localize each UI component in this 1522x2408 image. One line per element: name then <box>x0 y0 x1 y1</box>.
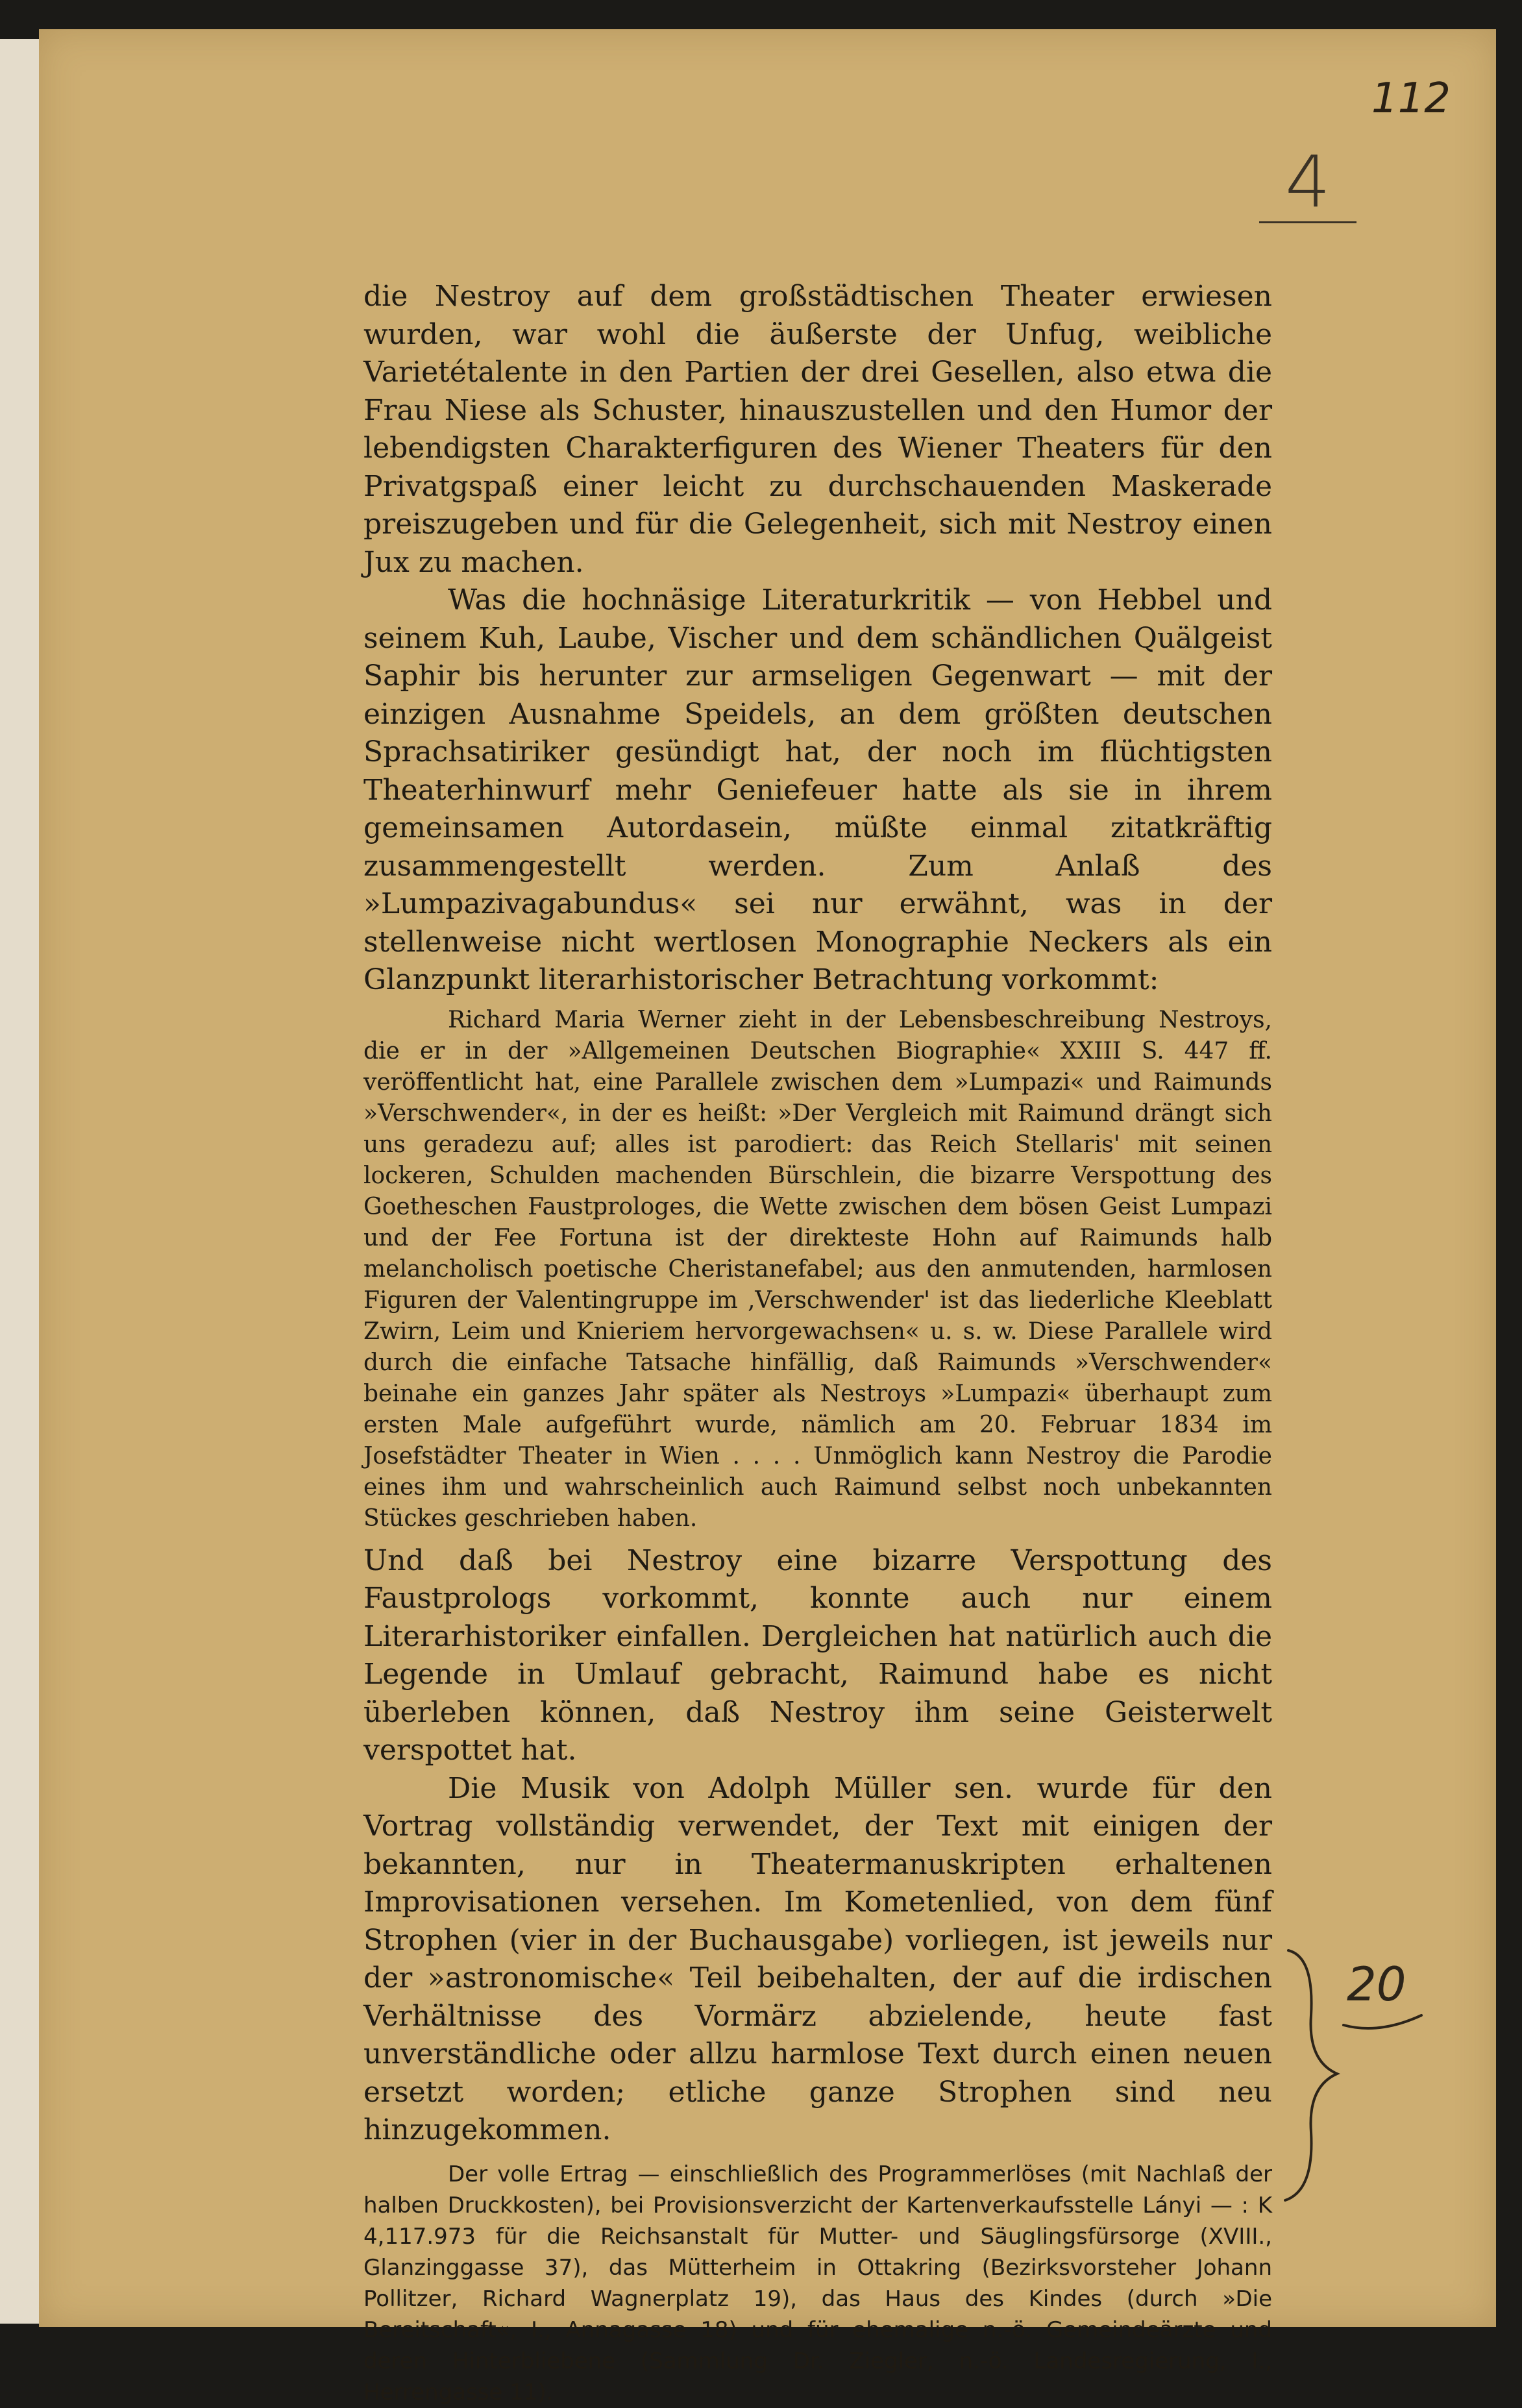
paragraph-2: Was die hochnäsige Literaturkritik — von Hebbel und seinem Kuh, Laube, Vischer und dem schändlichen Quälgeist Saphir bis herunter zur armseligen Gegenwart — mit der einzigen Ausnahme Speidels, an dem größten deutschen Sprachsatiriker gesündigt hat, der noch im flüchtigsten Theaterhinwurf mehr Geniefeuer hatte als sie in ihrem gemeinsamen Autordasein, müßte einmal zitatkräftig zusammengestellt werden. Zum Anlaß des »Lumpazivagabundus« sei nur erwähnt, was in der stellenweise nicht wertlosen Monographie Neckers als ein Glanzpunkt literarhistorischer Betrachtung vorkommt: <box>363 584 1272 996</box>
text-body <box>363 278 1272 2408</box>
quoted-passage: Richard Maria Werner zieht in der Lebensbeschreibung Nestroys, die er in der »Allgemeinen Deutschen Biographie« XXIII S. 447 ff. veröffentlicht hat, eine Parallele zwischen dem »Lumpazi« und Raimunds »Verschwender«, in der es heißt: »Der Vergleich mit Raimund drängt sich uns geradezu auf; alles ist parodiert: das Reich Stellaris' mit seinen lockeren, Schulden machenden Bürschlein, die bizarre Verspottung des Goetheschen Faustprologes, die Wette zwischen dem bösen Geist Lumpazi und der Fee Fortuna ist der direkteste Hohn auf Raimunds halb melancholisch poetische Cheristanefabel; aus den anmutenden, harmlosen Figuren der Valentingruppe im ‚Verschwender' ist das liederliche Kleeblatt Zwirn, Leim und Knieriem hervorgewachsen« u. s. w. Diese Parallele wird durch die einfache Tatsache hinfällig, daß Raimunds »Verschwender« beinahe ein ganzes Jahr später als Nestroys »Lumpazi« überhaupt zum ersten Male aufgeführt wurde, nämlich am 20. Februar 1834 im Josefstädter Theater in Wien . . . . Unmöglich kann Nestroy die Parodie eines ihm und wahrscheinlich auch Raimund selbst noch unbekannten Stückes geschrieben haben. <box>363 1006 1272 1532</box>
footnote: Der volle Ertrag — einschließlich des Programmerlöses (mit Nachlaß der halben Druckkosten), bei Provisionsverzicht der Kartenverkaufsstelle Lányi — : K 4,117.973 für die Reichsanstalt für Mutter- und Säuglingsfürsorge (XVIII., Glanzinggasse 37), das Mütterheim in Ottakring (Bezirksvorsteher Johann Pollitzer, Richard Wagnerplatz 19), das Haus des Kindes (durch »Die Bereitschaft«, I., Annagasse 18) und für ehemalige n.-ö. Gemeindeärzte und deren Hinterbliebene (Sammlung Dr. Ziegler, n.-ö. Landesregierung, I., Herrengasse 11). <box>363 2161 1272 2405</box>
paragraph-4: Die Musik von Adolph Müller sen. wurde für den Vortrag vollständig verwendet, der Text mit einigen der bekannten, nur in Theatermanuskripten erhaltenen Improvisationen versehen. Im Kometenlied, von dem fünf Strophen (vier in der Buchausgabe) vorliegen, ist jeweils nur der »astronomische« Teil beibehalten, der auf die irdischen Verhältnisse des Vormärz abzielende, heute fast unverständliche oder allzu harmlose Text durch einen neuen ersetzt worden; etliche ganze Strophen sind neu hinzugekommen. <box>363 1771 1272 2146</box>
margin-note-number: 20 <box>1347 1957 1406 2011</box>
paragraph-3: Und daß bei Nestroy eine bizarre Verspottung des Faustprologs vorkommt, konnte auch nur einem Literarhistoriker einfallen. Dergleichen hat natürlich auch die Legende in Umlauf gebracht, Raimund habe es nicht überleben können, daß Nestroy ihm seine Geisterwelt verspottet hat. <box>363 1543 1272 1767</box>
pencil-mark: 4 <box>1259 146 1356 223</box>
paragraph-1: die Nestroy auf dem großstädtischen Theater erwiesen wurden, war wohl die äußerste der Unfug, weibliche Varietétalente in den Partien der drei Gesellen, also etwa die Frau Niese als Schuster, hinauszustellen und den Humor der lebendigsten Charakterfiguren des Wiener Theaters für den Privatgspaß einer leicht zu durchschauenden Maskerade preiszugeben und für die Gelegenheit, sich mit Nestroy einen Jux zu machen. <box>363 280 1272 579</box>
folio-number: 112 <box>1371 75 1451 123</box>
margin-annotation <box>1275 1937 1431 2210</box>
